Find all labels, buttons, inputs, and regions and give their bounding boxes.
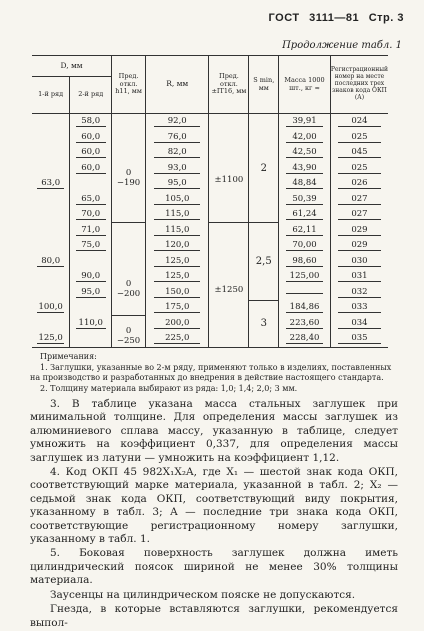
mass-cell [279, 331, 331, 347]
r-cell [145, 331, 209, 347]
d-row2-cell [70, 176, 112, 192]
body-text [30, 398, 398, 631]
d-row1-cell [32, 269, 70, 285]
d-row2-cell [70, 192, 112, 208]
d-row2-cell-value: 70,0 [76, 209, 106, 220]
reg-cell [330, 331, 388, 347]
r-cell [145, 254, 209, 270]
mass-cell-value: 42,00 [286, 132, 324, 143]
reg-cell-value: 026 [338, 178, 380, 189]
reg-cell [330, 176, 388, 192]
r-cell-value: 115,0 [154, 209, 200, 220]
r-cell [145, 300, 209, 316]
note-1: 1. Заглушки, указанные во 2-м ряду, применяют только в изделиях, поставленных на производство и разработанных до внедрения в действие настоящего стандарта. [30, 362, 392, 382]
d-row2-cell [70, 254, 112, 270]
reg-cell [330, 161, 388, 177]
reg-cell [330, 192, 388, 208]
table-row [32, 223, 388, 239]
r-cell-value: 120,0 [154, 240, 200, 251]
it16-g1: ±1100 [214, 175, 244, 185]
d-row2-cell [70, 161, 112, 177]
d-row2-cell-value: 60,0 [76, 163, 106, 174]
r-cell-value: 125,0 [154, 271, 200, 282]
h11-group-2 [112, 223, 146, 316]
reg-cell [330, 223, 388, 239]
h11-g2-top: 0 [125, 279, 132, 289]
d-row2-cell [70, 114, 112, 130]
d-row1-cell-value: 80,0 [37, 256, 65, 267]
mass-cell [279, 207, 331, 223]
d-row1-cell [32, 223, 70, 239]
d-row1-cell-value: 125,0 [38, 333, 63, 344]
mass-cell [279, 192, 331, 208]
reg-cell [330, 269, 388, 285]
dimensions-table [32, 55, 388, 348]
d-row2-cell [70, 269, 112, 285]
paragraph-3: 3. В таблице указана масса стальных заглушек при минимальной толщине. Для определения массы заглушек из алюминиевого сплава массу, указанную в таблице, следует умножить на коэффициент 0,337, для определения массы заглушек из латуни — умножить на коэффициент 1,12. [30, 398, 398, 464]
it16-group-1 [209, 114, 249, 223]
mass-cell-value: 70,00 [286, 240, 324, 251]
r-cell-value: 105,0 [154, 194, 200, 205]
r-cell-value: 93,0 [154, 163, 200, 174]
mass-cell [279, 269, 331, 285]
header-it16: Пред. откл. ±IT16, мм [209, 56, 249, 114]
d-row1-cell [32, 176, 70, 192]
header-s: S min, мм [249, 56, 279, 114]
mass-cell [279, 161, 331, 177]
gost-label: ГОСТ [268, 12, 300, 24]
header-mass: Масса 1000 шт., кг ≈ [279, 56, 331, 114]
reg-cell [330, 238, 388, 254]
d-row1-cell [32, 130, 70, 146]
header-d: D, мм [32, 56, 112, 77]
mass-cell [279, 114, 331, 130]
s-group-2 [249, 223, 279, 301]
h11-g1-bottom: −190 [116, 178, 141, 188]
notes [30, 352, 398, 394]
reg-cell-value: 045 [338, 147, 380, 158]
mass-cell-value [286, 293, 324, 294]
reg-cell [330, 207, 388, 223]
mass-cell-value: 42,50 [286, 147, 324, 158]
r-cell [145, 285, 209, 301]
header-row2: 2-й ряд [70, 77, 112, 114]
h11-g2-bottom: −200 [116, 289, 141, 299]
header-row1: 1-й ряд [32, 77, 70, 114]
d-row1-cell-value: 63,0 [37, 178, 65, 189]
d-row1-cell [32, 316, 70, 332]
r-cell-value: 200,0 [154, 318, 200, 329]
reg-cell-value: 025 [338, 163, 380, 174]
mass-cell-value: 223,60 [286, 318, 324, 329]
reg-cell [330, 285, 388, 301]
r-cell [145, 238, 209, 254]
mass-cell-value: 125,00 [286, 271, 324, 282]
mass-cell [279, 223, 331, 239]
paragraph-6: Заусенцы на цилиндрическом пояске не допускаются. [50, 588, 356, 601]
reg-cell [330, 316, 388, 332]
d-row1-cell [32, 331, 70, 347]
mass-cell-value: 50,39 [286, 194, 324, 205]
d-row1-cell [32, 114, 70, 130]
d-row1-cell [32, 207, 70, 223]
h11-g3-top: 0 [125, 326, 132, 337]
header-h11: Пред. откл. h11, мм [112, 56, 146, 114]
reg-cell-value: 034 [338, 318, 380, 329]
mass-cell [279, 238, 331, 254]
d-row2-cell-value: 90,0 [76, 271, 106, 282]
it16-group-2 [209, 223, 249, 348]
d-row2-cell [70, 300, 112, 316]
page-number: Стр. 3 [368, 12, 404, 24]
note-2: 2. Толщину материала выбирают из ряда: 1,0; 1,4; 2,0; 3 мм. [40, 383, 298, 393]
r-cell-value: 92,0 [154, 116, 200, 127]
mass-cell [279, 254, 331, 270]
table-continuation: Продолжение табл. 1 [282, 40, 402, 51]
r-cell [145, 207, 209, 223]
reg-cell-value: 025 [338, 132, 380, 143]
r-cell-value: 76,0 [154, 132, 200, 143]
mass-cell [279, 145, 331, 161]
mass-cell [279, 176, 331, 192]
page-header [263, 12, 404, 24]
r-cell-value: 125,0 [154, 256, 200, 267]
mass-cell-value: 61,24 [286, 209, 324, 220]
mass-cell-value: 43,90 [286, 163, 324, 174]
r-cell [145, 192, 209, 208]
mass-cell-value: 48,84 [286, 178, 324, 189]
h11-group-1 [112, 114, 146, 223]
r-cell [145, 114, 209, 130]
mass-cell-value: 98,60 [286, 256, 324, 267]
d-row2-cell [70, 238, 112, 254]
r-cell-value: 82,0 [154, 147, 200, 158]
reg-cell-value: 035 [338, 333, 380, 344]
reg-cell-value: 033 [338, 302, 380, 313]
r-cell [145, 223, 209, 239]
reg-cell-value: 032 [338, 287, 380, 298]
d-row2-cell-value: 75,0 [76, 240, 106, 251]
h11-g1-top: 0 [125, 168, 132, 178]
r-cell [145, 145, 209, 161]
d-row2-cell [70, 285, 112, 301]
mass-cell-value: 62,11 [286, 225, 324, 236]
r-cell [145, 316, 209, 332]
reg-cell-value: 024 [338, 116, 380, 127]
h11-group-3 [112, 316, 146, 348]
reg-cell-value: 030 [338, 256, 380, 267]
d-row1-cell [32, 161, 70, 177]
reg-cell [330, 130, 388, 146]
paragraph-7: Гнезда, в которые вставляются заглушки, рекомендуется выпол- [30, 603, 398, 629]
r-cell [145, 269, 209, 285]
s-g3: 3 [260, 318, 267, 329]
r-cell-value: 175,0 [154, 302, 200, 313]
reg-cell-value: 029 [338, 225, 380, 236]
d-row2-cell-value: 58,0 [76, 116, 106, 127]
d-row2-cell-value: 60,0 [76, 132, 106, 143]
reg-cell-value: 029 [338, 240, 380, 251]
r-cell [145, 130, 209, 146]
reg-cell [330, 114, 388, 130]
h11-g3-bottom: −250 [116, 336, 141, 347]
reg-cell-value: 031 [338, 271, 380, 282]
d-row1-cell [32, 192, 70, 208]
s-g1: 2 [260, 162, 267, 174]
d-row2-cell [70, 130, 112, 146]
d-row1-cell [32, 238, 70, 254]
d-row2-cell-value: 71,0 [76, 225, 106, 236]
r-cell [145, 161, 209, 177]
paragraph-5: 5. Боковая поверхность заглушек должна иметь цилиндрический поясок шириной не менее 30% толщины материала. [30, 547, 398, 587]
mass-cell [279, 130, 331, 146]
mass-cell-value: 39,91 [286, 116, 324, 127]
d-row1-cell [32, 285, 70, 301]
d-row1-cell-value: 100,0 [38, 302, 63, 313]
d-row2-cell-value: 95,0 [76, 287, 106, 298]
d-row2-cell-value: 110,0 [76, 318, 106, 329]
table-row [32, 114, 388, 130]
d-row2-cell [70, 331, 112, 347]
header-r: R, мм [145, 56, 209, 114]
d-row2-cell [70, 316, 112, 332]
mass-cell [279, 285, 331, 301]
header-reg: Регистрационный номер на месте последних трех знаков кода ОКП (А) [330, 56, 388, 114]
reg-cell [330, 254, 388, 270]
mass-cell [279, 300, 331, 316]
d-row2-cell-value: 65,0 [76, 194, 106, 205]
notes-title: Примечания: [40, 352, 97, 361]
d-row2-cell [70, 207, 112, 223]
r-cell-value: 150,0 [154, 287, 200, 298]
mass-cell-value: 228,40 [286, 333, 324, 344]
d-row1-cell [32, 254, 70, 270]
reg-cell-value: 027 [338, 209, 380, 220]
r-cell-value: 115,0 [154, 225, 200, 236]
s-g2: 2,5 [255, 255, 272, 267]
s-group-3 [249, 300, 279, 347]
r-cell [145, 176, 209, 192]
reg-cell [330, 300, 388, 316]
mass-cell [279, 316, 331, 332]
d-row2-cell-value: 60,0 [76, 147, 106, 158]
paragraph-4: 4. Код ОКП 45 982X₁X₂A, где X₁ — шестой знак кода ОКП, соответствующий марке материала, указанной в табл. 2; X₂ — седьмой знак кода ОКП, соответствующий виду покрытия, указанному в табл. 3; A — последние три знака кода ОКП, соответствующие регистрационному номеру заглушки, указанному в табл. 1. [30, 466, 398, 546]
d-row1-cell [32, 145, 70, 161]
d-row2-cell [70, 145, 112, 161]
mass-cell-value: 184,86 [286, 302, 324, 313]
gost-number: 3111—81 [309, 12, 360, 24]
d-row1-cell [32, 300, 70, 316]
it16-g2: ±1250 [214, 284, 244, 295]
d-row2-cell [70, 223, 112, 239]
r-cell-value: 225,0 [154, 333, 200, 344]
reg-cell-value: 027 [338, 194, 380, 205]
r-cell-value: 95,0 [154, 178, 200, 189]
s-group-1 [249, 114, 279, 223]
reg-cell [330, 145, 388, 161]
